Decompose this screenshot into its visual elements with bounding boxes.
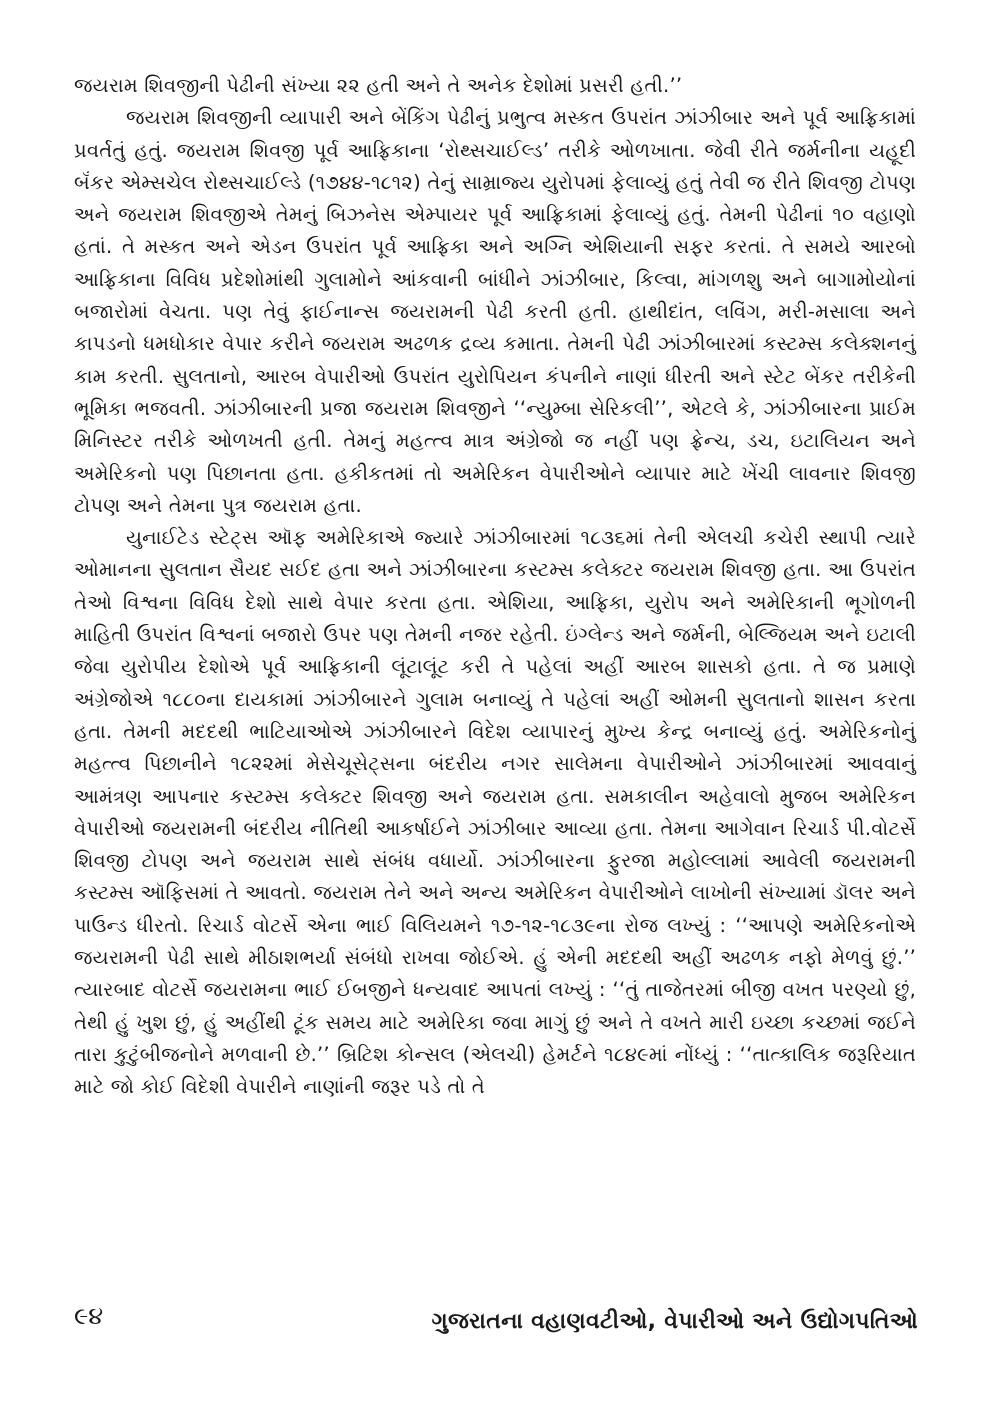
paragraph-us-consulate: યુનાઈટેડ સ્ટેટ્સ ઑફ અમેરિકાએ જ્યારે ઝાંઝીબારમાં ૧૮૩૬માં તેની એલચી કચેરી સ્થાપી ત્યારે ઓમાનના સુલતાન સૈયદ સઈદ હતા અને ઝાંઝીબારના કસ્ટમ્સ કલેક્ટર જયરામ શિવજી હતા. આ ઉપરાંત તેઓ વિશ્વના વિવિધ દેશો સાથે વેપાર કરતા હતા. એશિયા, આફ્રિકા, યુરોપ અને અમેરિકાની ભૂગોળની માહિતી ઉપરાંત વિશ્વનાં બજારો ઉપર પણ તેમની નજર રહેતી. ઇંગ્લેન્ડ અને જર્મની, બેલ્જિયમ અને ઇટાલી જેવા યુરોપીય દેશોએ પૂર્વ આફ્રિકાની લૂંટાલૂંટ કરી તે પહેલાં અહીં આરબ શાસકો હતા. તે જ પ્રમાણે અંગ્રેજોએ ૧૮૮૦ના દાયકામાં ઝાંઝીબારને ગુલામ બનાવ્યું તે પહેલાં અહીં ઓમની સુલતાનો શાસન કરતા હતા. તેમની મદદથી ભાટિયાઓએ ઝાંઝીબારને વિદેશ વ્યાપારનું મુખ્ય કેન્દ્ર બનાવ્યું હતું. અમેરિકનોનું મહત્ત્વ પિછાનીને ૧૮૨૨માં મેસેચૂસેટ્સના બંદરીય નગર સાલેમના વેપારીઓને ઝાંઝીબારમાં આવવાનું આમંત્રણ આપનાર કસ્ટમ્સ કલેક્ટર શિવજી અને જયરામ હતા. સમકાલીન અહેવાલો મુજબ અમેરિકન વેપારીઓ જયરામની બંદરીય નીતિથી આકર્ષાઈને ઝાંઝીબાર આવ્યા હતા. તેમના આગેવાન રિચાર્ડ પી.વોટર્સે શિવજી ટોપણ અને જયરામ સાથે સંબંધ વધાર્યો. ઝાંઝીબારના ફુરજા મહોલ્લામાં આવેલી જયરામની કસ્ટમ્સ ઑફિસમાં તે આવતો. જયરામ તેને અને અન્ય અમેરિકન વેપારીઓને લાખોની સંખ્યામાં ડૉલર અને પાઉન્ડ ધીરતો. રિચાર્ડ વોટર્સે એના ભાઈ વિલિયમને ૧૭-૧૨-૧૮૩૯ના રોજ લખ્યું : ‘‘આપણે અમેરિકનોએ જયરામની પેઢી સાથે મીઠાશભર્યા સંબંધો રાખવા જોઈએ. હું એની મદદથી અહીં અઢળક નફો મેળવું છું.’’ ત્યારબાદ વોટર્સે જયરામના ભાઈ ઈબજીને ધન્યવાદ આપતાં લખ્યું : ‘‘તું તાજેતરમાં બીજી વખત પરણ્યો છું, તેથી હું ખુશ છું, હું અહીંથી ટૂંક સમય માટે અમેરિકા જવા માગું છું અને તે વખતે મારી ઇચ્છા કચ્છમાં જઈને તારા કુટુંબીજનોને મળવાની છે.’’ બ્રિટિશ કોન્સલ (એલચી) હેમર્ટને ૧૮૪૯માં નોંધ્યું : ‘‘તાત્કાલિક જરૂરિયાત માટે જો કોઈ વિદેશી વેપારીને નાણાંની જરૂર પડે તો તે [74,526,916,1099]
page-footer [74,1296,918,1348]
running-title: ગુજરાતના વહાણવટીઓ, વેપારીઓ અને ઉદ્યોગપતિઓ [431,1309,918,1334]
paragraph-continued: જયરામ શિવજીની પેઢીની સંખ્યા ૨૨ હતી અને તે અનેક દેશોમાં પ્રસરી હતી.’’ [74,74,683,97]
paragraph-jayram-banking: જયરામ શિવજીની વ્યાપારી અને બેંકિંગ પેઢીનું પ્રભુત્વ મસ્કત ઉપરાંત ઝાંઝીબાર અને પૂર્વ આફ્રિકામાં પ્રવર્તતું હતું. જયરામ શિવજી પૂર્વ આફ્રિકાના ‘રોથ્સચાઈલ્ડ’ તરીકે ઓળખાતા. જેવી રીતે જર્મનીના યહૂદી બૅંકર એમ્સચેલ રોથ્સચાઈલ્ડે (૧૭૪૪-૧૮૧૨) તેનું સામ્રાજ્ય યુરોપમાં ફેલાવ્યું હતું તેવી જ રીતે શિવજી ટોપણ અને જયરામ શિવજીએ તેમનું બિઝનેસ એમ્પાયર પૂર્વ આફ્રિકામાં ફેલાવ્યું હતું. તેમની પેઢીનાં ૧૦ વહાણો હતાં. તે મસ્કત અને એડન ઉપરાંત પૂર્વ આફ્રિકા અને અગ્નિ એશિયાની સફર કરતાં. તે સમયે આરબો આફ્રિકાના વિવિધ પ્રદેશોમાંથી ગુલામોને આંકવાની બાંધીને ઝાંઝીબાર, કિલ્વા, માંગળશુ અને બાગામોયોનાં બજારોમાં વેચતા. પણ તેવું ફાઈનાન્સ જયરામની પેઢી કરતી હતી. હાથીદાંત, લવિંગ, મરી-મસાલા અને કાપડનો ધમધોકાર વેપાર કરીને જયરામ અઢળક દ્રવ્ય કમાતા. તેમની પેઢી ઝાંઝીબારમાં કસ્ટમ્સ કલેક્શનનું કામ કરતી. સુલતાનો, આરબ વેપારીઓ ઉપરાંત યુરોપિયન કંપનીને નાણાં ધીરતી અને સ્ટેટ બેંકર તરીકેની ભૂમિકા ભજવતી. ઝાંઝીબારની પ્રજા જયરામ શિવજીને ‘‘ન્યુમ્બા સેરિકલી’’, એટલે કે, ઝાંઝીબારના પ્રાઈમ મિનિસ્ટર તરીકે ઓળખતી હતી. તેમનું મહત્ત્વ માત્ર અંગ્રેજો જ નહીં પણ ફ્રેન્ચ, ડચ, ઇટાલિયન અને અમેરિકનો પણ પિછાનતા હતા. હકીકતમાં તો અમેરિકન વેપારીઓને વ્યાપાર માટે ખેંચી લાવનાર શિવજી ટોપણ અને તેમના પુત્ર જયરામ હતા. [74,106,916,517]
body-text [74,70,916,1104]
page-number: ૯૪ [74,1302,104,1330]
